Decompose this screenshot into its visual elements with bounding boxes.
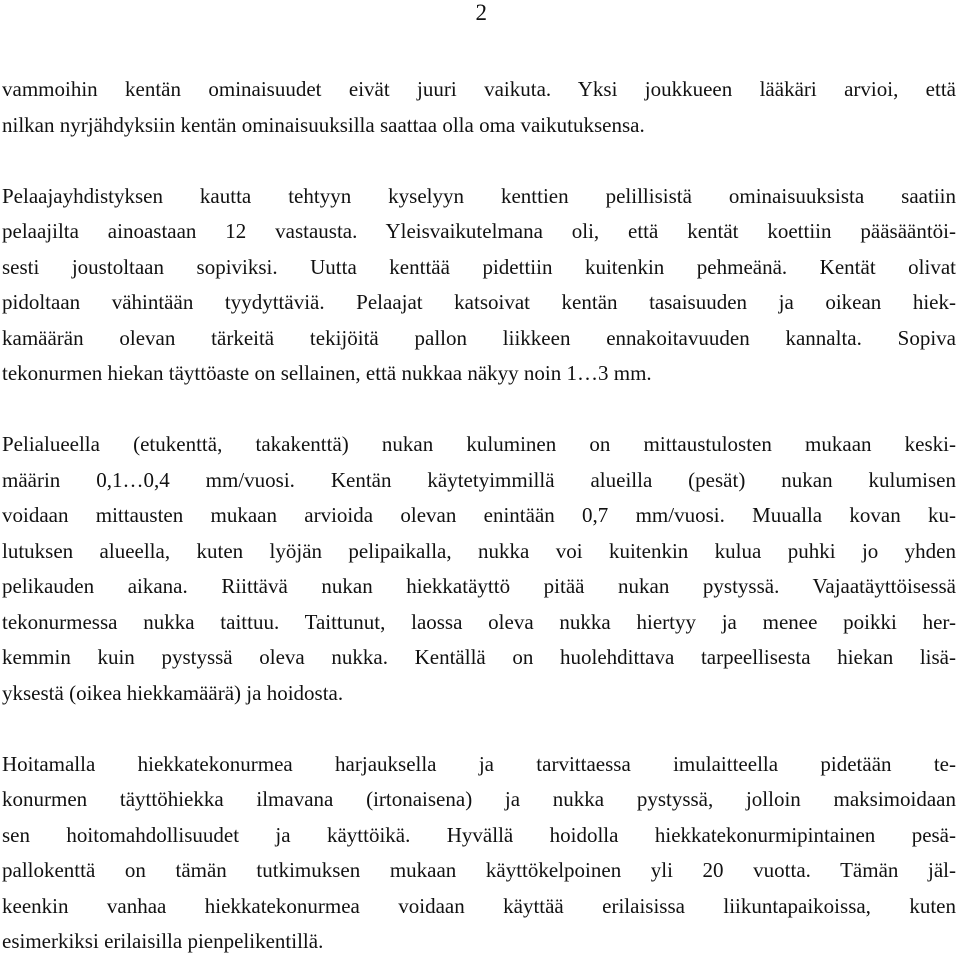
text-line: tekonurmessa nukka taittuu. Taittunut, laossa oleva nukka hiertyy ja menee poikki her- xyxy=(2,609,956,634)
text-line: sesti joustoltaan sopiviksi. Uutta kenttää pidettiin kuitenkin pehmeänä. Kentät olivat xyxy=(2,254,956,279)
text-line: voidaan mittausten mukaan arvioida olevan enintään 0,7 mm/vuosi. Muualla kovan ku- xyxy=(2,503,956,527)
page-number: 2 xyxy=(475,0,487,25)
text-line: määrin 0,1…0,4 mm/vuosi. Kentän käytetyimmillä alueilla (pesät) nukan kulumisen xyxy=(2,467,956,492)
text-line: kemmin kuin pystyssä oleva nukka. Kentällä on huolehdittava tarpeellisesta hiekan lisä- xyxy=(2,645,956,669)
text-line: Hoitamalla hiekkatekonurmea harjauksella ja tarvittaessa imulaitteella pidetään te- xyxy=(2,751,956,776)
paragraph-4 xyxy=(2,747,956,960)
text-line: pelikauden aikana. Riittävä nukan hiekkatäyttö pitää nukan pystyssä. Vajaatäyttöisessä xyxy=(2,574,956,598)
text-line: pallokenttä on tämän tutkimuksen mukaan käyttökelpoinen yli 20 vuotta. Tämän jäl- xyxy=(2,858,956,882)
text-line: yksestä (oikea hiekkamäärä) ja hoidosta. xyxy=(2,680,344,705)
paragraph-3 xyxy=(2,427,956,711)
text-line: Pelaajayhdistyksen kautta tehtyyn kyselyyn kenttien pelillisistä ominaisuuksista saatiin xyxy=(2,183,956,208)
text-line: pelaajilta ainoastaan 12 vastausta. Yleisvaikutelmana oli, että kentät koettiin pääsääntöi- xyxy=(2,219,956,243)
text-line: vammoihin kentän ominaisuudet eivät juuri vaikuta. Yksi joukkueen lääkäri arvioi, että xyxy=(2,77,956,101)
text-line: keenkin vanhaa hiekkatekonurmea voidaan käyttää erilaisissa liikuntapaikoissa, kuten xyxy=(2,893,956,918)
text-line: nilkan nyrjähdyksiin kentän ominaisuuksilla saattaa olla oma vaikutuksensa. xyxy=(2,112,645,137)
text-line: konurmen täyttöhiekka ilmavana (irtonaisena) ja nukka pystyssä, jolloin maksimoidaan xyxy=(2,787,956,811)
paragraph-1 xyxy=(2,72,956,143)
text-line: Pelialueella (etukenttä, takakenttä) nukan kuluminen on mittaustulosten mukaan keski- xyxy=(2,432,956,456)
paragraph-2 xyxy=(2,179,956,392)
text-line: lutuksen alueella, kuten lyöjän pelipaikalla, nukka voi kuitenkin kulua puhki jo yhden xyxy=(2,538,956,563)
text-line: esimerkiksi erilaisilla pienpelikentillä. xyxy=(2,929,324,953)
text-line: tekonurmen hiekan täyttöaste on sellainen, että nukkaa näkyy noin 1…3 mm. xyxy=(2,361,652,385)
text-line: kamäärän olevan tärkeitä tekijöitä pallon liikkeen ennakoitavuuden kannalta. Sopiva xyxy=(2,325,956,350)
page-body xyxy=(2,72,956,960)
text-line: sen hoitomahdollisuudet ja käyttöikä. Hyvällä hoidolla hiekkatekonurmipintainen pesä- xyxy=(2,822,956,847)
text-line: pidoltaan vähintään tyydyttäviä. Pelaajat katsoivat kentän tasaisuuden ja oikean hiek- xyxy=(2,290,956,314)
